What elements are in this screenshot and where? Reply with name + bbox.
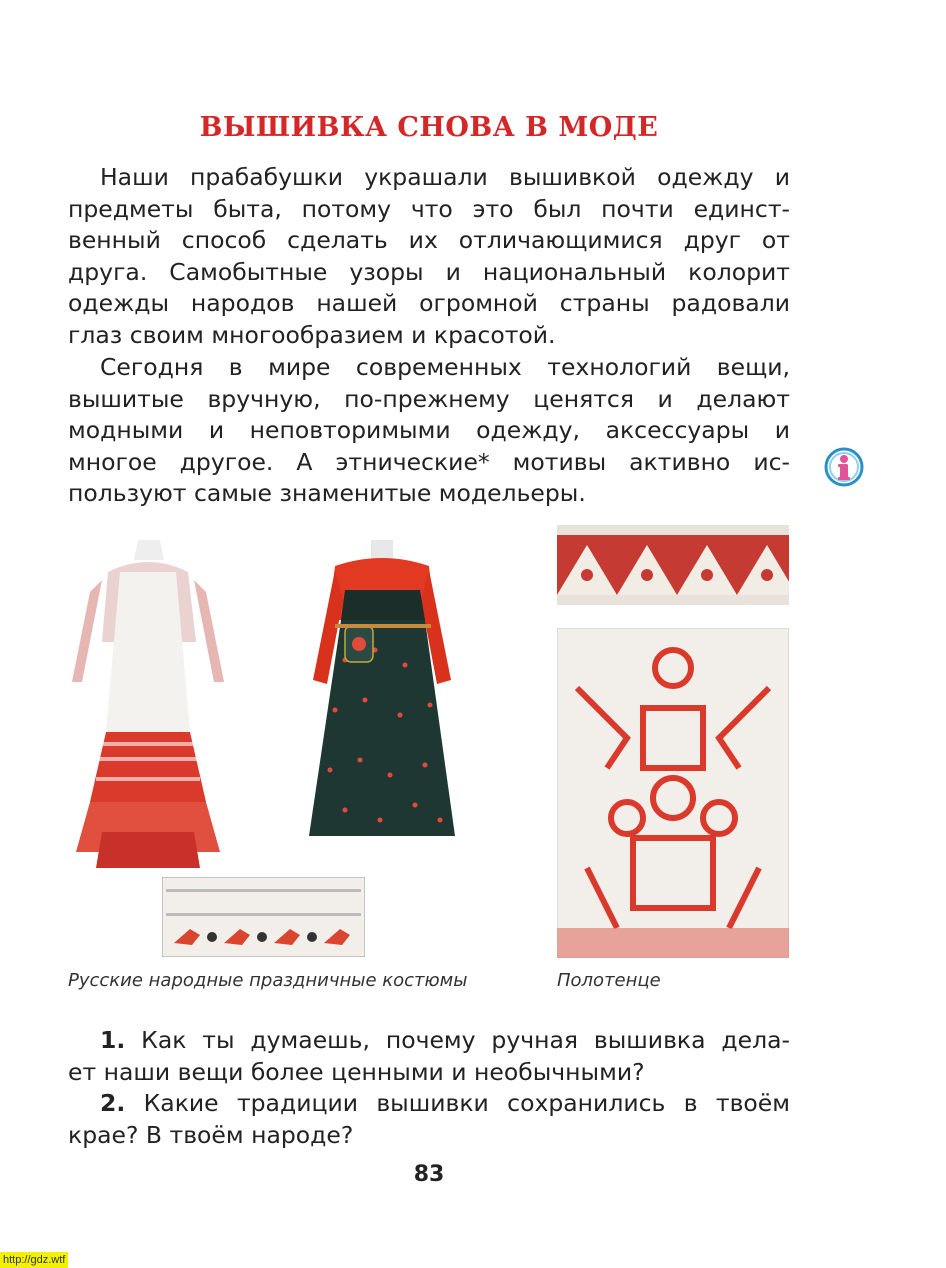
watermark-link[interactable]: http://gdz.wtf xyxy=(0,1252,68,1268)
question-2 xyxy=(68,1088,790,1151)
question-number: 1. xyxy=(100,1026,126,1054)
bird-embroidery-image xyxy=(162,877,365,957)
question-line: Как ты думаешь, почему ручная вышивка дела- xyxy=(141,1026,790,1054)
question-number: 2. xyxy=(100,1089,126,1117)
dark-costume-image xyxy=(305,540,460,840)
page-title: ВЫШИВКА СНОВА В МОДЕ xyxy=(199,112,659,143)
question-line: Какие традиции вышивки сохранились в твоём xyxy=(143,1089,790,1117)
paragraph-line: Наши прабабушки украшали вышивкой одежду и xyxy=(100,163,790,191)
page-number: 83 xyxy=(413,1162,445,1187)
info-icon[interactable] xyxy=(824,447,864,487)
paragraph-line: предметы быта, потому что это был почти единст- xyxy=(68,194,790,223)
paragraph-line: пользуют самые знаменитые модельеры. xyxy=(68,479,586,507)
embroidery-band-image xyxy=(557,525,789,605)
paragraph-line: глаз своим многообразием и красотой. xyxy=(68,320,556,349)
white-costume-image xyxy=(68,532,228,868)
paragraph-1 xyxy=(68,162,790,351)
paragraph-line: многое другое. А этнические* мотивы активно ис- xyxy=(68,447,790,476)
towel-image xyxy=(557,628,789,958)
paragraph-line: венный способ сделать их отличающимися друг от xyxy=(68,226,790,254)
caption-costumes: Русские народные праздничные костюмы xyxy=(68,970,468,991)
caption-towel: Полотенце xyxy=(557,970,661,991)
question-line: крае? В твоём народе? xyxy=(68,1120,354,1149)
question-1 xyxy=(68,1025,790,1088)
paragraph-line: Сегодня в мире современных технологий вещи, xyxy=(100,353,790,381)
paragraph-2 xyxy=(68,352,790,510)
paragraph-line: друга. Самобытные узоры и национальный колорит xyxy=(68,257,790,286)
paragraph-line: одежды народов нашей огромной страны радовали xyxy=(68,289,790,317)
question-line: ет наши вещи более ценными и необычными? xyxy=(68,1057,645,1086)
paragraph-line: вышитые вручную, по-прежнему ценятся и делают xyxy=(68,384,790,413)
paragraph-line: модными и неповторимыми одежду, аксессуары и xyxy=(68,416,790,444)
